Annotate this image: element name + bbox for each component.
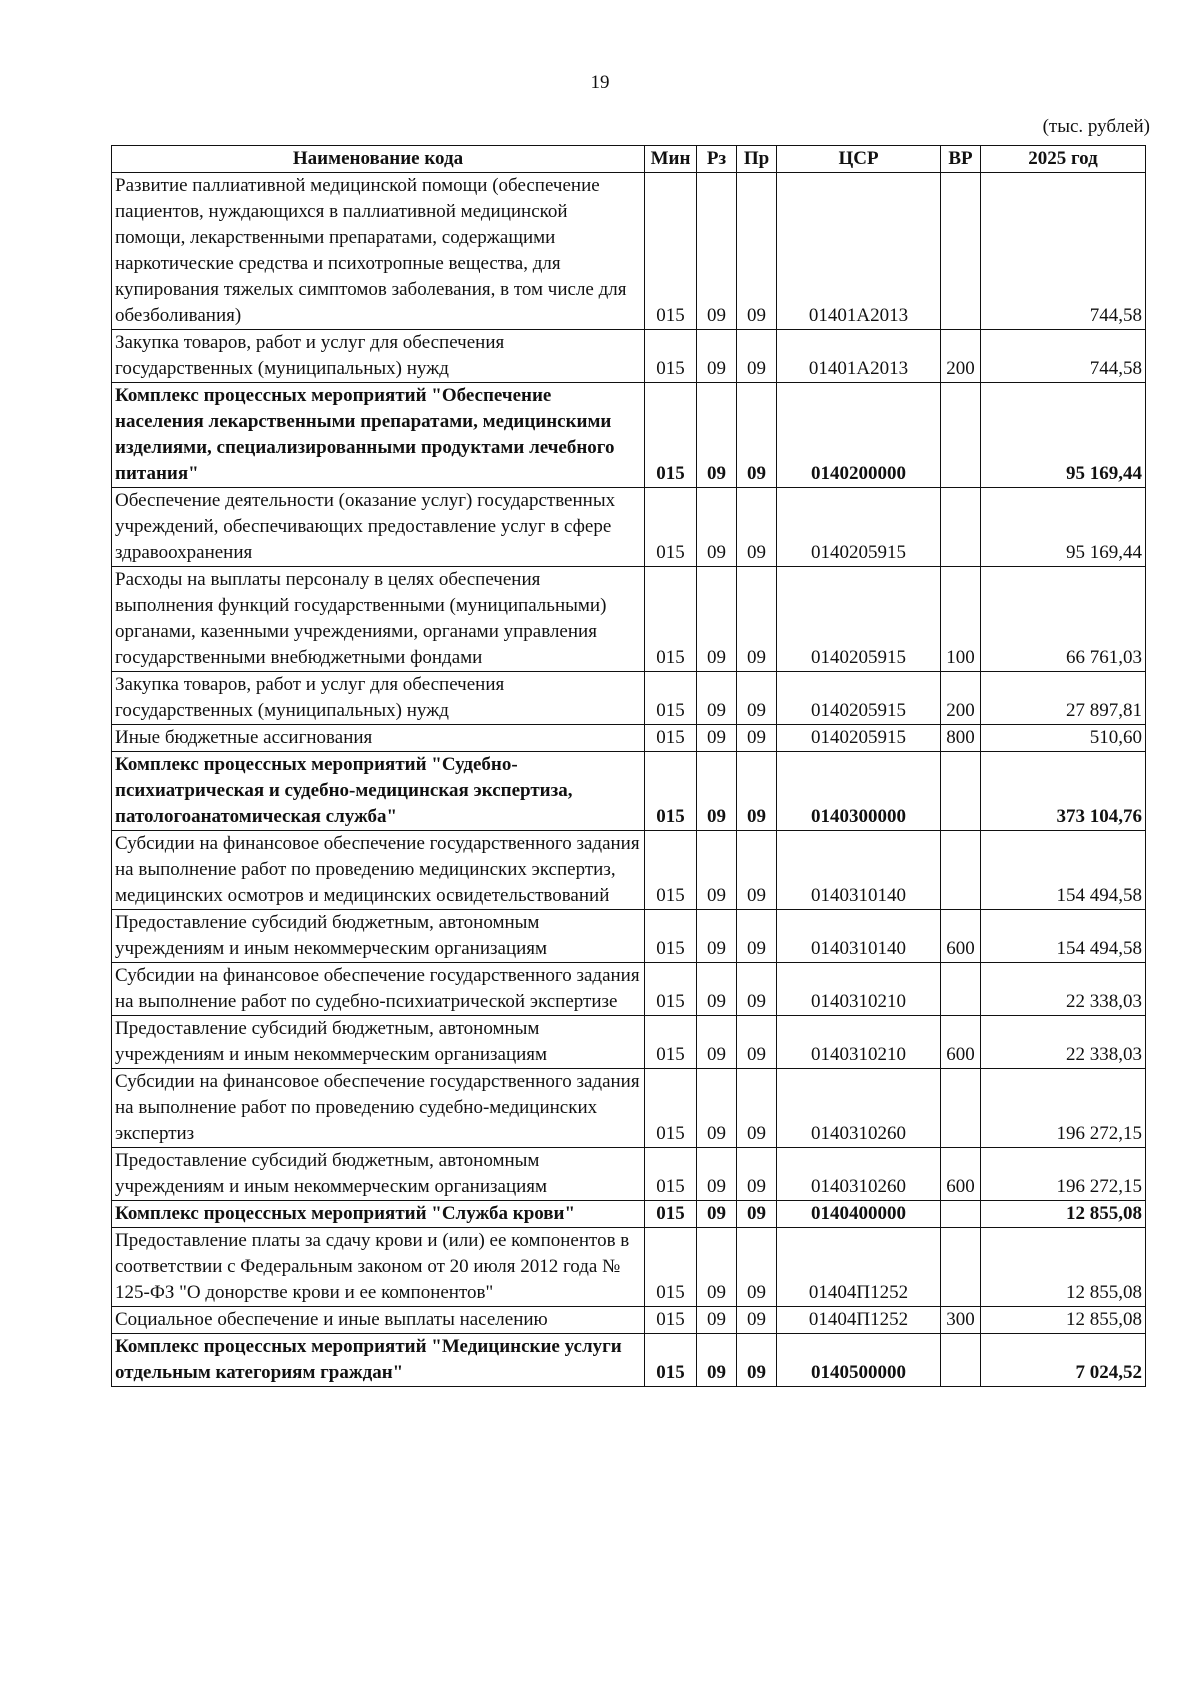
cell-name: Расходы на выплаты персоналу в целях обеспечения выполнения функций государственными (муниципальными) органами, казенными учреждениями, органами управления государственными внебюджетными фондами bbox=[112, 567, 645, 672]
cell-name: Закупка товаров, работ и услуг для обеспечения государственных (муниципальных) нужд bbox=[112, 672, 645, 725]
table-row bbox=[112, 330, 1146, 383]
cell-name: Предоставление платы за сдачу крови и (или) ее компонентов в соответствии с Федеральным законом от 20 июля 2012 года № 125-ФЗ "О донорстве крови и ее компонентов" bbox=[112, 1228, 645, 1307]
cell-csr: 0140310140 bbox=[777, 831, 941, 910]
cell-vr: 200 bbox=[941, 330, 981, 383]
cell-rz: 09 bbox=[697, 1228, 737, 1307]
table-row bbox=[112, 1148, 1146, 1201]
cell-rz: 09 bbox=[697, 173, 737, 330]
cell-min: 015 bbox=[645, 831, 697, 910]
cell-rz: 09 bbox=[697, 567, 737, 672]
cell-rz: 09 bbox=[697, 752, 737, 831]
header-vr: ВР bbox=[941, 146, 981, 173]
table-row bbox=[112, 1201, 1146, 1228]
cell-vr bbox=[941, 963, 981, 1016]
budget-table bbox=[111, 145, 1146, 1387]
cell-name: Социальное обеспечение и иные выплаты населению bbox=[112, 1307, 645, 1334]
cell-amount: 510,60 bbox=[981, 725, 1146, 752]
cell-csr: 0140310260 bbox=[777, 1148, 941, 1201]
table-row bbox=[112, 173, 1146, 330]
cell-vr: 300 bbox=[941, 1307, 981, 1334]
table-row bbox=[112, 752, 1146, 831]
cell-min: 015 bbox=[645, 1228, 697, 1307]
cell-rz: 09 bbox=[697, 1069, 737, 1148]
cell-pr: 09 bbox=[737, 330, 777, 383]
cell-min: 015 bbox=[645, 672, 697, 725]
header-min: Мин bbox=[645, 146, 697, 173]
header-csr: ЦСР bbox=[777, 146, 941, 173]
cell-vr: 200 bbox=[941, 672, 981, 725]
cell-amount: 27 897,81 bbox=[981, 672, 1146, 725]
cell-pr: 09 bbox=[737, 910, 777, 963]
table-row bbox=[112, 1228, 1146, 1307]
table-row bbox=[112, 488, 1146, 567]
cell-csr: 0140205915 bbox=[777, 725, 941, 752]
cell-csr: 0140205915 bbox=[777, 567, 941, 672]
cell-min: 015 bbox=[645, 1334, 697, 1387]
cell-amount: 196 272,15 bbox=[981, 1069, 1146, 1148]
cell-vr bbox=[941, 173, 981, 330]
cell-amount: 154 494,58 bbox=[981, 831, 1146, 910]
cell-name: Субсидии на финансовое обеспечение государственного задания на выполнение работ по проведению судебно-медицинских экспертиз bbox=[112, 1069, 645, 1148]
cell-csr: 0140205915 bbox=[777, 672, 941, 725]
cell-pr: 09 bbox=[737, 383, 777, 488]
table-header-row bbox=[112, 146, 1146, 173]
cell-vr bbox=[941, 1228, 981, 1307]
cell-amount: 12 855,08 bbox=[981, 1228, 1146, 1307]
cell-pr: 09 bbox=[737, 752, 777, 831]
cell-rz: 09 bbox=[697, 383, 737, 488]
cell-rz: 09 bbox=[697, 725, 737, 752]
table-row bbox=[112, 910, 1146, 963]
header-name: Наименование кода bbox=[112, 146, 645, 173]
cell-min: 015 bbox=[645, 1307, 697, 1334]
cell-name: Комплекс процессных мероприятий "Медицинские услуги отдельным категориям граждан" bbox=[112, 1334, 645, 1387]
table-row bbox=[112, 672, 1146, 725]
cell-name: Развитие паллиативной медицинской помощи (обеспечение пациентов, нуждающихся в паллиативной медицинской помощи, лекарственными препаратами, содержащими наркотические средства и психотропные вещества, для купирования тяжелых симптомов заболевания, в том числе для обезболивания) bbox=[112, 173, 645, 330]
cell-rz: 09 bbox=[697, 1148, 737, 1201]
cell-pr: 09 bbox=[737, 567, 777, 672]
cell-pr: 09 bbox=[737, 963, 777, 1016]
cell-name: Закупка товаров, работ и услуг для обеспечения государственных (муниципальных) нужд bbox=[112, 330, 645, 383]
cell-name: Иные бюджетные ассигнования bbox=[112, 725, 645, 752]
cell-min: 015 bbox=[645, 752, 697, 831]
header-amount: 2025 год bbox=[981, 146, 1146, 173]
cell-amount: 66 761,03 bbox=[981, 567, 1146, 672]
cell-amount: 22 338,03 bbox=[981, 1016, 1146, 1069]
cell-rz: 09 bbox=[697, 831, 737, 910]
cell-csr: 0140310210 bbox=[777, 1016, 941, 1069]
cell-csr: 0140310260 bbox=[777, 1069, 941, 1148]
cell-vr bbox=[941, 383, 981, 488]
table-body bbox=[112, 173, 1146, 1387]
cell-rz: 09 bbox=[697, 1201, 737, 1228]
cell-pr: 09 bbox=[737, 1016, 777, 1069]
cell-min: 015 bbox=[645, 910, 697, 963]
cell-pr: 09 bbox=[737, 1148, 777, 1201]
cell-vr bbox=[941, 1201, 981, 1228]
cell-vr bbox=[941, 1334, 981, 1387]
table-row bbox=[112, 1307, 1146, 1334]
cell-pr: 09 bbox=[737, 488, 777, 567]
cell-pr: 09 bbox=[737, 1228, 777, 1307]
cell-vr bbox=[941, 488, 981, 567]
cell-amount: 12 855,08 bbox=[981, 1307, 1146, 1334]
cell-min: 015 bbox=[645, 725, 697, 752]
cell-min: 015 bbox=[645, 963, 697, 1016]
cell-vr bbox=[941, 752, 981, 831]
cell-min: 015 bbox=[645, 330, 697, 383]
table-row bbox=[112, 963, 1146, 1016]
cell-name: Субсидии на финансовое обеспечение государственного задания на выполнение работ по проведению медицинских экспертиз, медицинских осмотров и медицинских освидетельствований bbox=[112, 831, 645, 910]
cell-min: 015 bbox=[645, 173, 697, 330]
cell-rz: 09 bbox=[697, 1334, 737, 1387]
cell-rz: 09 bbox=[697, 672, 737, 725]
table-row bbox=[112, 1334, 1146, 1387]
cell-csr: 01404П1252 bbox=[777, 1307, 941, 1334]
cell-rz: 09 bbox=[697, 330, 737, 383]
cell-pr: 09 bbox=[737, 173, 777, 330]
cell-vr: 100 bbox=[941, 567, 981, 672]
header-pr: Пр bbox=[737, 146, 777, 173]
cell-csr: 0140500000 bbox=[777, 1334, 941, 1387]
page-number: 19 bbox=[590, 72, 610, 93]
cell-name: Комплекс процессных мероприятий "Обеспечение населения лекарственными препаратами, медицинскими изделиями, специализированными продуктами лечебного питания" bbox=[112, 383, 645, 488]
cell-csr: 01404П1252 bbox=[777, 1228, 941, 1307]
table-row bbox=[112, 383, 1146, 488]
cell-amount: 12 855,08 bbox=[981, 1201, 1146, 1228]
cell-min: 015 bbox=[645, 1016, 697, 1069]
cell-csr: 0140200000 bbox=[777, 383, 941, 488]
cell-amount: 196 272,15 bbox=[981, 1148, 1146, 1201]
units-note: (тыс. рублей) bbox=[1042, 116, 1150, 137]
cell-amount: 95 169,44 bbox=[981, 488, 1146, 567]
cell-rz: 09 bbox=[697, 910, 737, 963]
cell-vr: 600 bbox=[941, 1016, 981, 1069]
cell-min: 015 bbox=[645, 567, 697, 672]
cell-min: 015 bbox=[645, 1069, 697, 1148]
cell-vr bbox=[941, 831, 981, 910]
cell-rz: 09 bbox=[697, 963, 737, 1016]
cell-pr: 09 bbox=[737, 1334, 777, 1387]
table-row bbox=[112, 831, 1146, 910]
cell-amount: 373 104,76 bbox=[981, 752, 1146, 831]
cell-vr bbox=[941, 1069, 981, 1148]
cell-csr: 0140300000 bbox=[777, 752, 941, 831]
cell-amount: 744,58 bbox=[981, 173, 1146, 330]
cell-min: 015 bbox=[645, 1201, 697, 1228]
cell-pr: 09 bbox=[737, 831, 777, 910]
cell-name: Субсидии на финансовое обеспечение государственного задания на выполнение работ по судебно-психиатрической экспертизе bbox=[112, 963, 645, 1016]
cell-name: Предоставление субсидий бюджетным, автономным учреждениям и иным некоммерческим организациям bbox=[112, 1148, 645, 1201]
cell-amount: 7 024,52 bbox=[981, 1334, 1146, 1387]
cell-name: Комплекс процессных мероприятий "Служба крови" bbox=[112, 1201, 645, 1228]
cell-csr: 0140310210 bbox=[777, 963, 941, 1016]
cell-amount: 154 494,58 bbox=[981, 910, 1146, 963]
cell-min: 015 bbox=[645, 383, 697, 488]
cell-csr: 01401A2013 bbox=[777, 173, 941, 330]
cell-pr: 09 bbox=[737, 672, 777, 725]
cell-name: Комплекс процессных мероприятий "Судебно-психиатрическая и судебно-медицинская экспертиза, патологоанатомическая служба" bbox=[112, 752, 645, 831]
table-row bbox=[112, 1069, 1146, 1148]
cell-min: 015 bbox=[645, 488, 697, 567]
cell-amount: 95 169,44 bbox=[981, 383, 1146, 488]
table-row bbox=[112, 725, 1146, 752]
cell-amount: 744,58 bbox=[981, 330, 1146, 383]
header-rz: Рз bbox=[697, 146, 737, 173]
cell-name: Обеспечение деятельности (оказание услуг) государственных учреждений, обеспечивающих предоставление услуг в сфере здравоохранения bbox=[112, 488, 645, 567]
cell-rz: 09 bbox=[697, 1307, 737, 1334]
cell-csr: 0140400000 bbox=[777, 1201, 941, 1228]
table-row bbox=[112, 1016, 1146, 1069]
cell-csr: 0140310140 bbox=[777, 910, 941, 963]
cell-vr: 600 bbox=[941, 1148, 981, 1201]
cell-vr: 800 bbox=[941, 725, 981, 752]
cell-amount: 22 338,03 bbox=[981, 963, 1146, 1016]
table-row bbox=[112, 567, 1146, 672]
cell-csr: 01401A2013 bbox=[777, 330, 941, 383]
cell-min: 015 bbox=[645, 1148, 697, 1201]
cell-name: Предоставление субсидий бюджетным, автономным учреждениям и иным некоммерческим организациям bbox=[112, 910, 645, 963]
cell-rz: 09 bbox=[697, 488, 737, 567]
cell-name: Предоставление субсидий бюджетным, автономным учреждениям и иным некоммерческим организациям bbox=[112, 1016, 645, 1069]
cell-vr: 600 bbox=[941, 910, 981, 963]
cell-pr: 09 bbox=[737, 1069, 777, 1148]
cell-pr: 09 bbox=[737, 1307, 777, 1334]
cell-rz: 09 bbox=[697, 1016, 737, 1069]
cell-pr: 09 bbox=[737, 1201, 777, 1228]
cell-csr: 0140205915 bbox=[777, 488, 941, 567]
cell-pr: 09 bbox=[737, 725, 777, 752]
